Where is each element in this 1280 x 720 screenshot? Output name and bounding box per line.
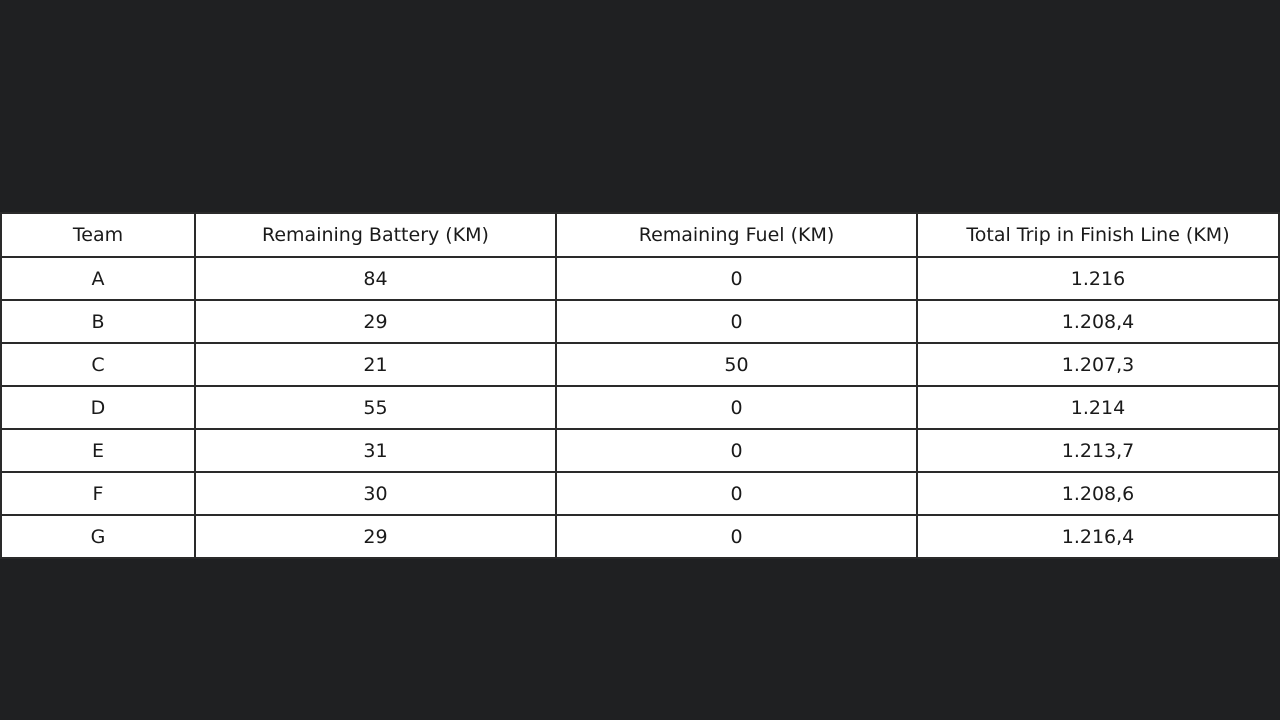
cell-remaining-fuel: 0 [556,386,917,429]
cell-remaining-battery: 31 [195,429,556,472]
results-table [0,212,1280,559]
cell-remaining-fuel: 0 [556,472,917,515]
header-total-trip: Total Trip in Finish Line (KM) [917,213,1279,257]
header-remaining-fuel: Remaining Fuel (KM) [556,213,917,257]
cell-remaining-fuel: 50 [556,343,917,386]
cell-total-trip: 1.214 [917,386,1279,429]
cell-team: C [1,343,195,386]
cell-team: G [1,515,195,558]
cell-remaining-battery: 84 [195,257,556,300]
cell-team: A [1,257,195,300]
cell-remaining-fuel: 0 [556,300,917,343]
cell-total-trip: 1.208,6 [917,472,1279,515]
cell-team: F [1,472,195,515]
table-row [1,515,1279,558]
table-row [1,429,1279,472]
cell-total-trip: 1.216,4 [917,515,1279,558]
cell-remaining-battery: 29 [195,300,556,343]
cell-total-trip: 1.207,3 [917,343,1279,386]
cell-remaining-battery: 21 [195,343,556,386]
cell-total-trip: 1.216 [917,257,1279,300]
cell-team: B [1,300,195,343]
cell-remaining-battery: 55 [195,386,556,429]
header-row [1,213,1279,257]
cell-total-trip: 1.208,4 [917,300,1279,343]
header-remaining-battery: Remaining Battery (KM) [195,213,556,257]
cell-remaining-battery: 30 [195,472,556,515]
cell-remaining-battery: 29 [195,515,556,558]
table-row [1,300,1279,343]
table-row [1,257,1279,300]
cell-remaining-fuel: 0 [556,257,917,300]
cell-total-trip: 1.213,7 [917,429,1279,472]
table-row [1,386,1279,429]
cell-team: D [1,386,195,429]
cell-remaining-fuel: 0 [556,429,917,472]
table-row [1,343,1279,386]
header-team: Team [1,213,195,257]
table-row [1,472,1279,515]
results-table-container [0,212,1278,559]
table-header [1,213,1279,257]
cell-remaining-fuel: 0 [556,515,917,558]
cell-team: E [1,429,195,472]
table-body [1,257,1279,558]
